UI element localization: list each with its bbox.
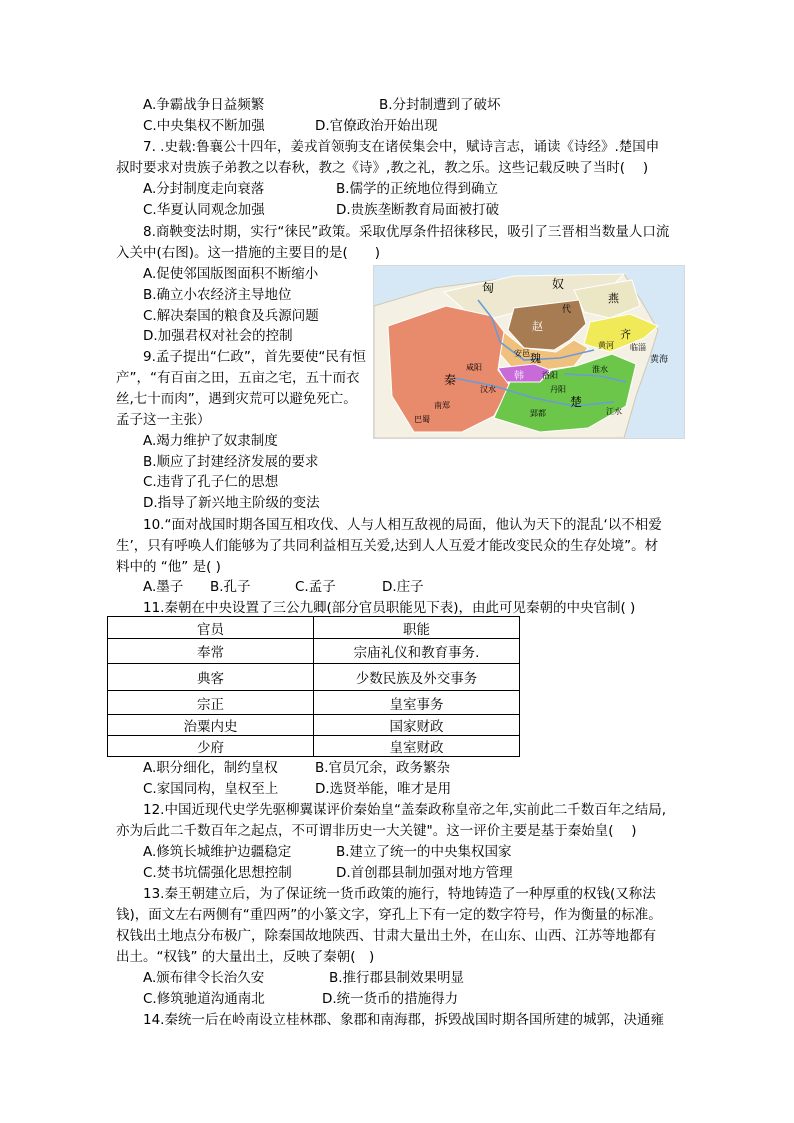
q13-option-d: D.统一货币的措施得力 <box>322 991 459 1007</box>
map-svg <box>374 266 684 438</box>
q13-option-b: B.推行郡县制效果明显 <box>329 970 465 986</box>
map-label-jiangshui: 江水 <box>606 407 622 416</box>
table-row <box>108 664 520 691</box>
map-label-yan: 燕 <box>608 292 619 305</box>
map-label-xianyang: 咸阳 <box>466 363 482 372</box>
q12-option-c: C.焚书坑儒强化思想控制 <box>143 865 292 881</box>
q10-option-c: C.孟子 <box>295 579 336 595</box>
map-label-bashu: 巴蜀 <box>414 415 430 424</box>
q9-stem-line-4: 孟子这一主张） <box>116 412 211 428</box>
q13-stem-line-3: 权钱出土地点分布极广，除秦国故地陕西、甘肃大量出土外，在山东、山西、江苏等地都有 <box>116 928 656 944</box>
q9-stem-line-2: 产”，“有百亩之田，五亩之宅，五十而衣 <box>116 370 360 386</box>
q8-stem-line-2: 入关中(右图)。这一措施的主要目的是( ) <box>116 245 381 261</box>
q10-option-a: A.墨子 <box>143 579 184 595</box>
table-row <box>108 639 520 664</box>
q6-option-d: D.官僚政治开始出现 <box>315 118 438 134</box>
table-cell-function: 皇室财政 <box>314 736 520 757</box>
q7-stem-line-2: 叔时要求对贵族子弟教之以春秋，教之《诗》,教之礼，教之乐。这些记载反映了当时( ) <box>116 160 649 176</box>
map-label-hanshui: 汉水 <box>480 385 496 394</box>
warring-states-map <box>373 265 685 439</box>
q10-stem-line-1: 10.“面对战国时期各国互相攻伐、人与人相互敌视的局面，他认为天下的混乱‘以不相爱 <box>143 517 662 533</box>
map-label-yingdu: 郢都 <box>530 409 546 418</box>
map-label-huaihe: 淮水 <box>592 365 608 374</box>
q10-option-d: D.庄子 <box>382 579 424 595</box>
map-label-chu: 楚 <box>570 395 583 409</box>
q10-option-b: B.孔子 <box>210 579 251 595</box>
map-label-linzi: 临淄 <box>630 343 646 352</box>
q13-stem-line-1: 13.秦王朝建立后，为了保证统一货币政策的施行，特地铸造了一种厚重的权钱(又称法 <box>143 886 656 902</box>
officials-table-header <box>108 617 520 639</box>
table-cell-function: 皇室事务 <box>314 691 520 715</box>
map-label-qin: 秦 <box>444 373 457 387</box>
q11-stem: 11.秦朝在中央设置了三公九卿(部分官员职能见下表)，由此可见秦朝的中央官制( ) <box>143 600 636 616</box>
table-cell-official: 奉常 <box>108 639 314 664</box>
table-cell-official: 少府 <box>108 736 314 757</box>
table-row <box>108 691 520 715</box>
q13-stem-line-4: 出土。“权钱” 的大量出土，反映了秦朝( ) <box>116 949 375 965</box>
q9-stem-line-3: 丝,七十而肉”，遇到灾荒可以避免死亡。 <box>116 391 357 407</box>
table-cell-function: 少数民族及外交事务 <box>314 664 520 691</box>
q7-option-d: D.贵族垄断教育局面被打破 <box>336 202 500 218</box>
q13-option-c: C.修筑驰道沟通南北 <box>143 991 265 1007</box>
map-label-huanghai: 黄海 <box>650 355 669 365</box>
q8-option-d: D.加强君权对社会的控制 <box>143 328 293 344</box>
q9-option-c: C.违背了孔子仁的思想 <box>143 474 279 490</box>
officials-table <box>107 616 520 757</box>
q12-stem-line-1: 12.中国近现代史学先驱柳翼谋评价秦始皇“盖秦政称皇帝之年,实前此二千数百年之结局, <box>143 802 667 818</box>
table-header-function: 职能 <box>314 617 520 639</box>
map-label-nanzheng: 南郑 <box>434 401 450 410</box>
q14-stem-line-1: 14.秦统一后在岭南设立桂林郡、象郡和南海郡，拆毁战国时期各国所建的城郭，决通雍 <box>143 1012 664 1028</box>
table-cell-official: 典客 <box>108 664 314 691</box>
q11-option-d: D.选贤举能，唯才是用 <box>315 781 452 797</box>
map-label-xiongnu-1: 匈 <box>482 281 495 295</box>
table-cell-function: 国家财政 <box>314 715 520 736</box>
q12-option-d: D.首创郡县制加强对地方管理 <box>336 865 513 881</box>
q7-option-b: B.儒学的正统地位得到确立 <box>336 181 499 197</box>
q12-option-a: A.修筑长城维护边疆稳定 <box>143 844 292 860</box>
q9-option-b: B.顺应了封建经济发展的要求 <box>143 454 319 470</box>
map-label-dai: 代 <box>562 305 572 315</box>
q7-stem-line-1: 7. .史载:鲁襄公十四年，姜戎首领驹支在诸侯集会中，赋诗言志，诵读《诗经》.楚国申 <box>143 139 660 155</box>
q10-stem-line-2: 生’，只有呼唤人们能够为了共同利益相互关爱,达到人人互爱才能改变民众的生存处境”。材 <box>116 538 659 554</box>
q13-stem-line-2: 钱)，面文左右两侧有“重四两”的小篆文字，穿孔上下有一定的数字符号，作为衡量的标准。 <box>116 907 662 923</box>
q8-stem-line-1: 8.商鞅变法时期，实行“徕民”政策。采取优厚条件招徕移民，吸引了三晋相当数量人口流 <box>143 224 670 240</box>
map-label-danyang: 丹阳 <box>550 385 566 394</box>
q7-option-a: A.分封制度走向衰落 <box>143 181 265 197</box>
q9-option-d: D.指导了新兴地主阶级的变法 <box>143 495 320 511</box>
q6-option-c: C.中央集权不断加强 <box>143 118 265 134</box>
map-label-huanghe: 黄河 <box>598 341 614 350</box>
map-label-han: 韩 <box>514 371 524 382</box>
q8-option-c: C.解决秦国的粮食及兵源问题 <box>143 308 319 324</box>
q8-option-b: B.确立小农经济主导地位 <box>143 287 292 303</box>
map-label-wei: 魏 <box>530 352 541 365</box>
q9-option-a: A.竭力维护了奴隶制度 <box>143 433 278 449</box>
q11-option-b: B.官员冗余，政务繁杂 <box>315 760 451 776</box>
q11-option-a: A.职分细化，制约皇权 <box>143 760 278 776</box>
q12-stem-line-2: 亦为后此二千数百年之起点，不可谓非历史一大关键"。这一评价主要是基于秦始皇( ) <box>116 823 637 839</box>
table-cell-official: 宗正 <box>108 691 314 715</box>
q9-stem-line-1: 9.孟子提出“仁政”，首先要使“民有恒 <box>143 349 366 365</box>
q6-option-a: A.争霸战争日益频繁 <box>143 97 265 113</box>
q6-option-b: B.分封制遭到了破坏 <box>379 97 501 113</box>
map-region-qin <box>388 306 510 432</box>
q11-option-c: C.家国同构，皇权至上 <box>143 781 279 797</box>
q10-stem-line-3: 料中的 “他” 是( ) <box>116 559 221 575</box>
map-label-zhao: 赵 <box>532 320 543 333</box>
map-label-luoyang: 洛阳 <box>542 371 558 380</box>
map-label-qi: 齐 <box>620 328 631 341</box>
q12-option-b: B.建立了统一的中央集权国家 <box>336 844 512 860</box>
map-label-anyi: 安邑 <box>514 349 530 358</box>
table-row <box>108 715 520 736</box>
q8-option-a: A.促使邻国版图面积不断缩小 <box>143 266 319 282</box>
q13-option-a: A.颁布律令长治久安 <box>143 970 265 986</box>
map-label-xiongnu-2: 奴 <box>552 277 565 291</box>
table-header-official: 官员 <box>108 617 314 639</box>
table-row <box>108 736 520 757</box>
table-cell-official: 治粟内史 <box>108 715 314 736</box>
q7-option-c: C.华夏认同观念加强 <box>143 202 265 218</box>
table-cell-function: 宗庙礼仪和教育事务. <box>314 639 520 664</box>
